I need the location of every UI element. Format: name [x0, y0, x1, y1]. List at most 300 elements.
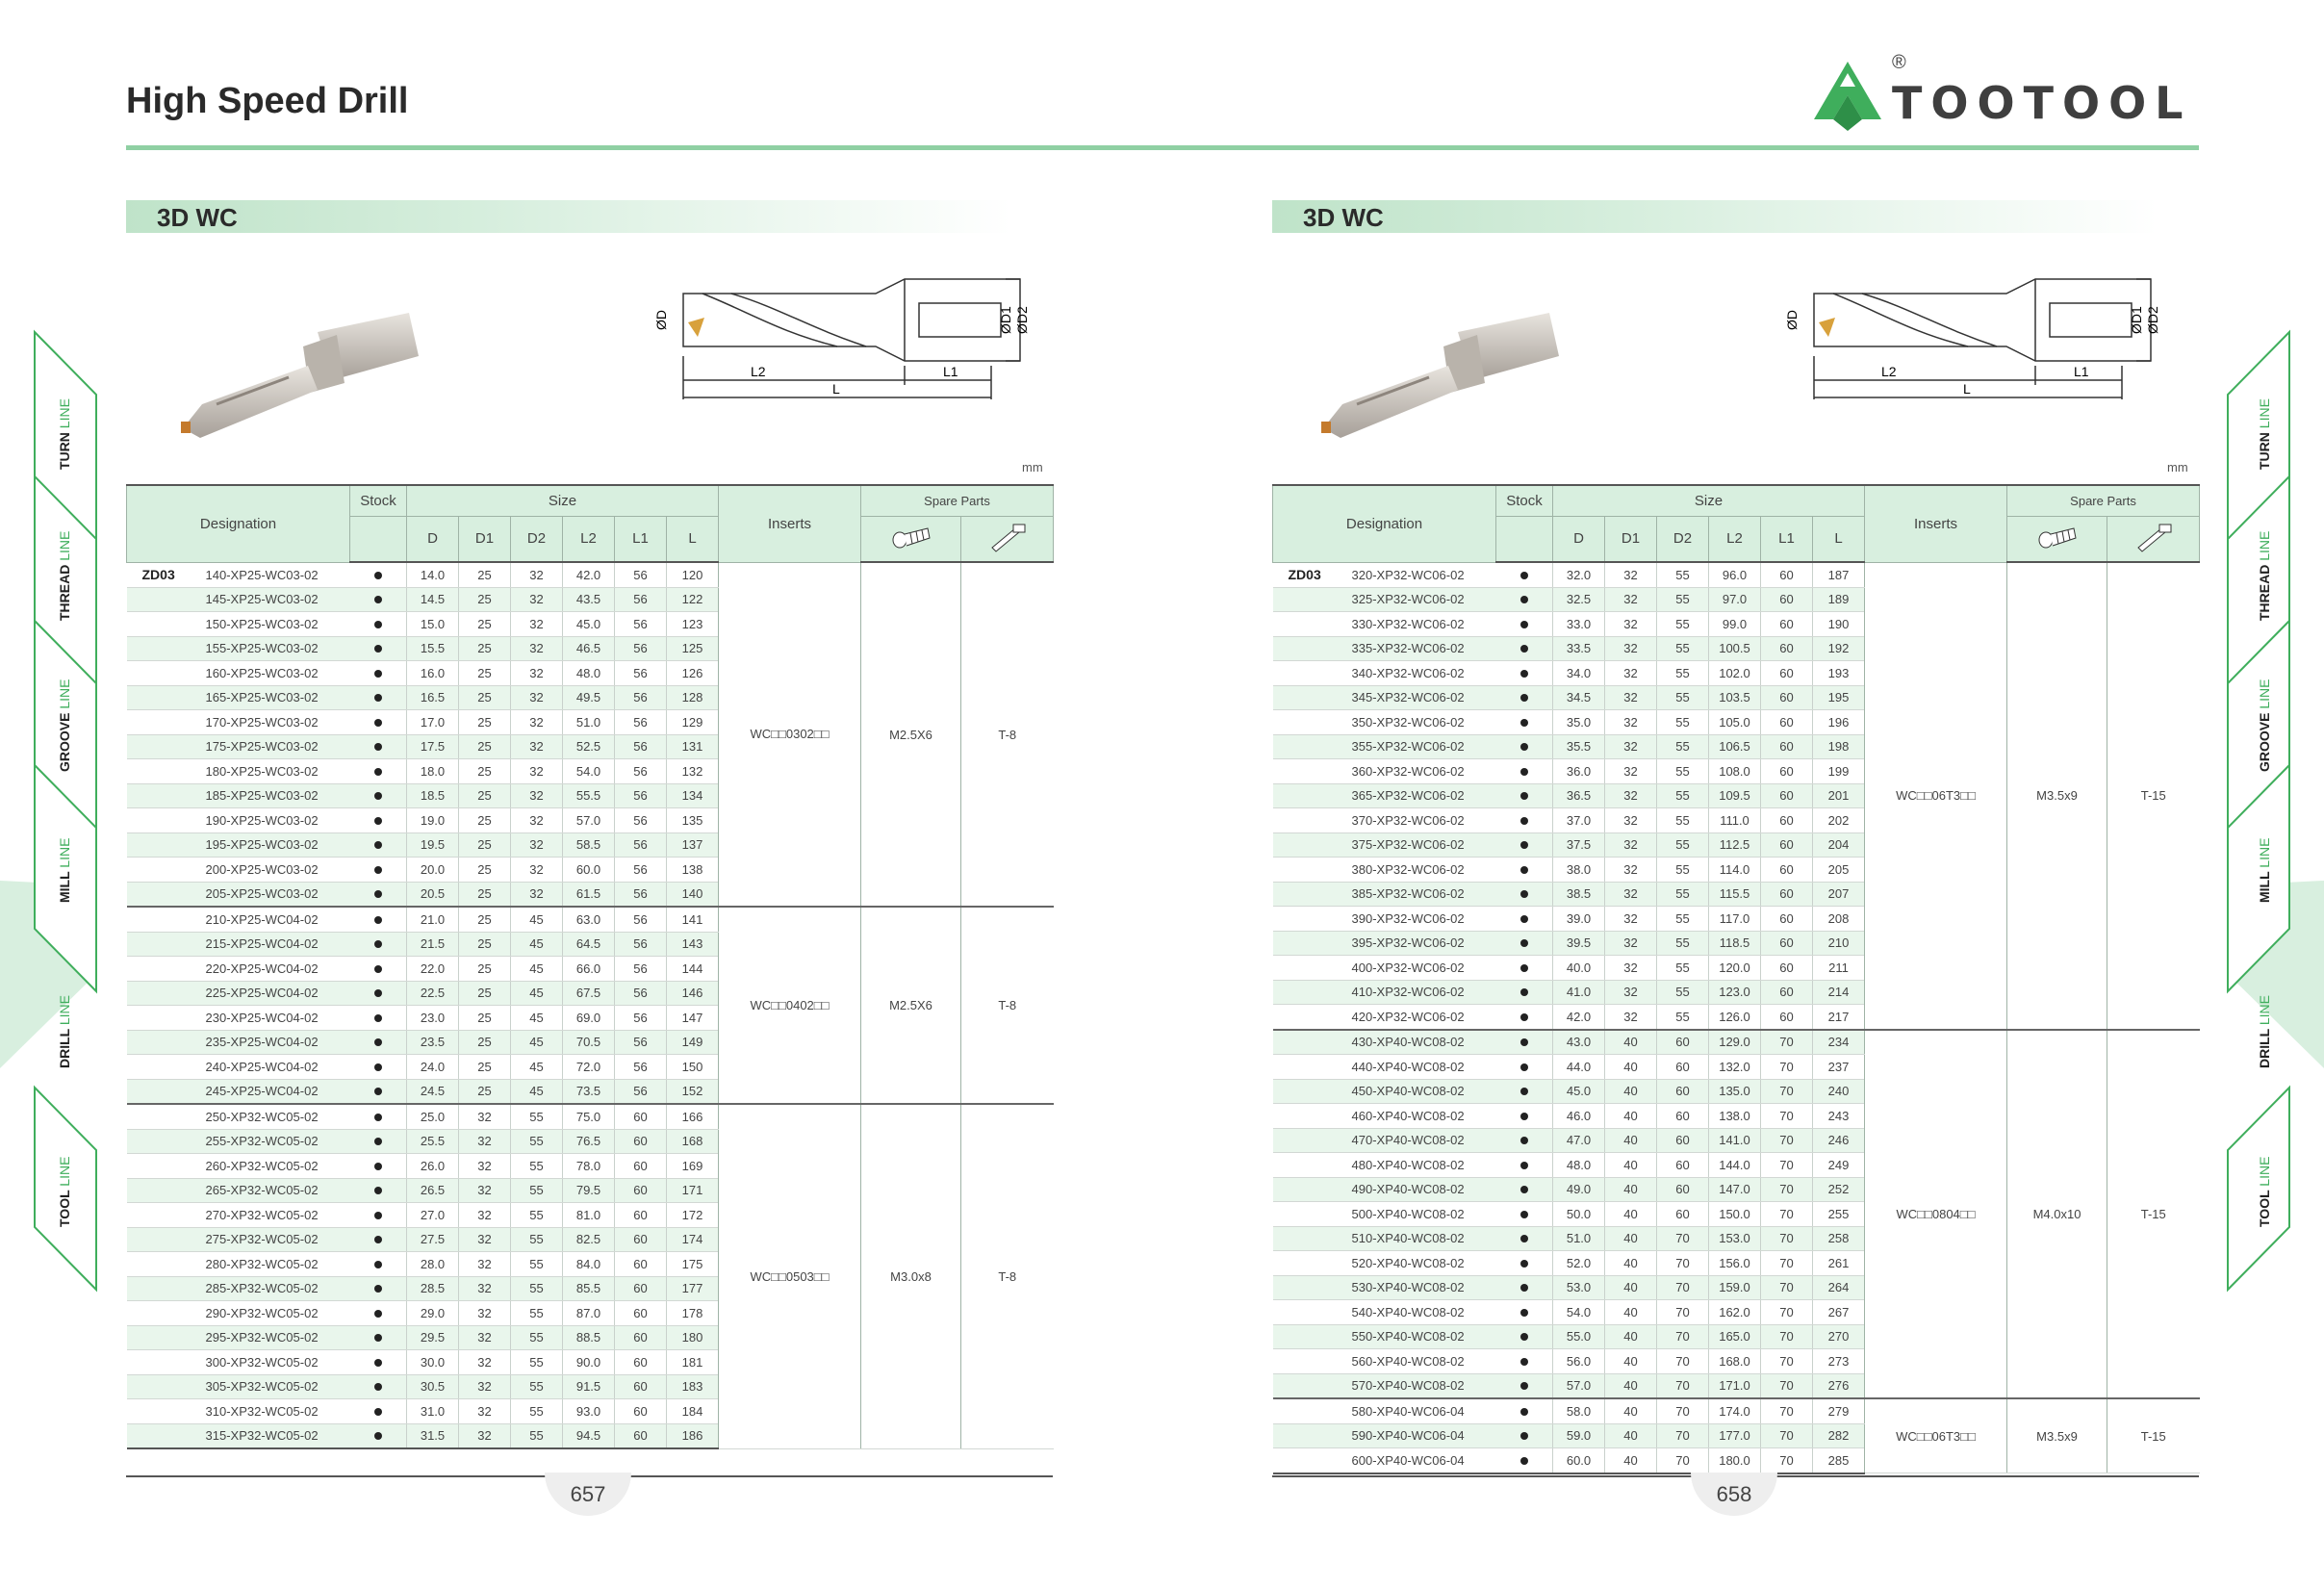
- size-d1-cell: 32: [459, 1203, 511, 1228]
- size-d1-cell: 40: [1605, 1423, 1657, 1448]
- stock-cell: [350, 858, 407, 883]
- size-d1-cell: 32: [1605, 734, 1657, 759]
- size-d1-cell: 32: [1605, 907, 1657, 932]
- table-row: [1273, 1030, 2200, 1055]
- insert-code-cell: WC□□06T3□□: [1865, 562, 2007, 1030]
- size-d-cell: 26.5: [407, 1178, 459, 1203]
- size-d1-cell: 32: [1605, 832, 1657, 858]
- size-d1-cell: 25: [459, 1055, 511, 1080]
- size-l1-cell: 56: [615, 734, 667, 759]
- in-stock-dot-icon: [1520, 939, 1528, 947]
- torx-key-icon: [988, 523, 1027, 551]
- in-stock-dot-icon: [1520, 1432, 1528, 1440]
- stock-cell: [350, 1227, 407, 1252]
- size-l1-cell: 60: [1761, 783, 1813, 808]
- in-stock-dot-icon: [374, 596, 382, 603]
- size-l-cell: 267: [1813, 1300, 1865, 1325]
- size-l-cell: 149: [667, 1030, 719, 1055]
- designation-cell: [1273, 661, 1496, 686]
- size-l1-cell: 70: [1761, 1373, 1813, 1398]
- size-l2-cell: 79.5: [563, 1178, 615, 1203]
- size-d-cell: 27.5: [407, 1227, 459, 1252]
- key-spec-cell: T-15: [2107, 1398, 2200, 1473]
- size-d2-cell: 55: [511, 1399, 563, 1424]
- tab-drill-line[interactable]: DRILL LINE: [57, 995, 72, 1068]
- designation-code: 390-XP32-WC06-02: [1351, 910, 1465, 926]
- size-d1-cell: 32: [1605, 612, 1657, 637]
- size-l1-cell: 56: [615, 932, 667, 957]
- size-d2-cell: 55: [1657, 956, 1709, 981]
- tab-mill-line-right[interactable]: MILL LINE: [2257, 837, 2272, 903]
- stock-cell: [1496, 1030, 1553, 1055]
- size-l-cell: 150: [667, 1055, 719, 1080]
- in-stock-dot-icon: [1520, 596, 1528, 603]
- size-d2-cell: 60: [1657, 1128, 1709, 1153]
- designation-cell: [127, 636, 350, 661]
- col-key: [2107, 516, 2200, 562]
- dim-d1-label: ØD1: [998, 306, 1013, 334]
- size-d-cell: 55.0: [1553, 1324, 1605, 1349]
- designation-code: 330-XP32-WC06-02: [1351, 616, 1465, 631]
- size-d1-cell: 25: [459, 932, 511, 957]
- designation-cell: [1273, 1275, 1496, 1300]
- size-l2-cell: 153.0: [1709, 1226, 1761, 1251]
- stock-cell: [350, 1129, 407, 1154]
- size-d1-cell: 32: [1605, 759, 1657, 784]
- size-l-cell: 252: [1813, 1177, 1865, 1202]
- page-title: High Speed Drill: [126, 81, 409, 121]
- designation-cell: [1273, 1104, 1496, 1129]
- in-stock-dot-icon: [1520, 866, 1528, 874]
- designation-code: 520-XP40-WC08-02: [1351, 1255, 1465, 1270]
- designation-cell: [127, 832, 350, 858]
- in-stock-dot-icon: [374, 719, 382, 727]
- col-designation: Designation: [1273, 485, 1496, 562]
- designation-cell: [127, 1178, 350, 1203]
- size-d1-cell: 40: [1605, 1373, 1657, 1398]
- size-d1-cell: 32: [1605, 956, 1657, 981]
- designation-code: 350-XP32-WC06-02: [1351, 714, 1465, 730]
- in-stock-dot-icon: [374, 940, 382, 948]
- size-l1-cell: 60: [1761, 636, 1813, 661]
- size-d-cell: 14.0: [407, 562, 459, 587]
- size-l2-cell: 82.5: [563, 1227, 615, 1252]
- stock-cell: [350, 1030, 407, 1055]
- size-l-cell: 140: [667, 882, 719, 907]
- designation-code: 580-XP40-WC06-04: [1351, 1403, 1465, 1419]
- size-d-cell: 21.5: [407, 932, 459, 957]
- in-stock-dot-icon: [374, 1038, 382, 1046]
- designation-cell: [1273, 907, 1496, 932]
- size-d-cell: 32.0: [1553, 562, 1605, 587]
- size-d1-cell: 40: [1605, 1128, 1657, 1153]
- size-d-cell: 39.5: [1553, 931, 1605, 956]
- size-l-cell: 208: [1813, 907, 1865, 932]
- in-stock-dot-icon: [1520, 1211, 1528, 1218]
- col-key: [961, 516, 1054, 562]
- designation-cell: [1273, 783, 1496, 808]
- size-d-cell: 18.0: [407, 759, 459, 784]
- size-d1-cell: 25: [459, 1006, 511, 1031]
- size-l1-cell: 60: [1761, 587, 1813, 612]
- key-spec-cell: T-8: [961, 907, 1054, 1104]
- stock-cell: [1496, 759, 1553, 784]
- tab-mill-line[interactable]: MILL LINE: [57, 837, 72, 903]
- in-stock-dot-icon: [1520, 1260, 1528, 1268]
- size-l2-cell: 102.0: [1709, 661, 1761, 686]
- stock-cell: [1496, 734, 1553, 759]
- size-d2-cell: 55: [1657, 661, 1709, 686]
- size-l2-cell: 91.5: [563, 1374, 615, 1399]
- size-l2-cell: 105.0: [1709, 710, 1761, 735]
- size-l1-cell: 60: [1761, 685, 1813, 710]
- designation-code: 470-XP40-WC08-02: [1351, 1133, 1465, 1148]
- screw-spec-cell: M3.5x9: [2007, 562, 2107, 1030]
- size-d-cell: 48.0: [1553, 1153, 1605, 1178]
- size-l1-cell: 56: [615, 1055, 667, 1080]
- designation-code: 315-XP32-WC05-02: [205, 1428, 319, 1444]
- tab-drill-line-right[interactable]: DRILL LINE: [2257, 995, 2272, 1068]
- size-l-cell: 207: [1813, 882, 1865, 907]
- stock-cell: [1496, 685, 1553, 710]
- designation-code: 150-XP25-WC03-02: [205, 616, 319, 631]
- insert-code-cell: WC□□0503□□: [719, 1104, 861, 1448]
- size-d1-cell: 32: [1605, 562, 1657, 587]
- size-l1-cell: 56: [615, 1030, 667, 1055]
- in-stock-dot-icon: [374, 866, 382, 874]
- size-d-cell: 34.5: [1553, 685, 1605, 710]
- size-d1-cell: 40: [1605, 1055, 1657, 1080]
- stock-cell: [350, 587, 407, 612]
- size-l2-cell: 93.0: [563, 1399, 615, 1424]
- size-d1-cell: 32: [459, 1399, 511, 1424]
- size-l2-cell: 76.5: [563, 1129, 615, 1154]
- designation-cell: [127, 1104, 350, 1129]
- designation-cell: [1273, 1448, 1496, 1473]
- size-d-cell: 32.5: [1553, 587, 1605, 612]
- stock-cell: [1496, 1153, 1553, 1178]
- key-spec-cell: T-8: [961, 562, 1054, 907]
- col-d2: D2: [1657, 516, 1709, 562]
- size-d2-cell: 55: [1657, 734, 1709, 759]
- size-l-cell: 129: [667, 710, 719, 735]
- stock-cell: [350, 882, 407, 907]
- size-d1-cell: 25: [459, 636, 511, 661]
- size-d1-cell: 40: [1605, 1275, 1657, 1300]
- section-title: 3D WC: [157, 203, 238, 232]
- size-l-cell: 174: [667, 1227, 719, 1252]
- designation-cell: [127, 932, 350, 957]
- size-d2-cell: 55: [1657, 759, 1709, 784]
- in-stock-dot-icon: [1520, 1113, 1528, 1120]
- in-stock-dot-icon: [374, 1212, 382, 1219]
- size-d-cell: 47.0: [1553, 1128, 1605, 1153]
- designation-code: 530-XP40-WC08-02: [1351, 1280, 1465, 1295]
- size-l2-cell: 150.0: [1709, 1202, 1761, 1227]
- designation-cell: [127, 981, 350, 1006]
- designation-cell: [1273, 858, 1496, 883]
- designation-cell: [1273, 808, 1496, 833]
- col-stock: Stock: [350, 485, 407, 516]
- size-l-cell: 168: [667, 1129, 719, 1154]
- size-l2-cell: 64.5: [563, 932, 615, 957]
- size-l-cell: 166: [667, 1104, 719, 1129]
- designation-code: 160-XP25-WC03-02: [205, 665, 319, 680]
- size-d2-cell: 55: [1657, 907, 1709, 932]
- size-d-cell: 30.5: [407, 1374, 459, 1399]
- size-d1-cell: 40: [1605, 1324, 1657, 1349]
- size-l1-cell: 70: [1761, 1153, 1813, 1178]
- size-d-cell: 31.5: [407, 1423, 459, 1448]
- col-l2: L2: [563, 516, 615, 562]
- size-d2-cell: 70: [1657, 1251, 1709, 1276]
- stock-cell: [350, 1301, 407, 1326]
- size-d1-cell: 25: [459, 957, 511, 982]
- size-d2-cell: 70: [1657, 1423, 1709, 1448]
- in-stock-dot-icon: [1520, 988, 1528, 996]
- dim-d2-label: ØD2: [1014, 306, 1030, 334]
- size-d-cell: 29.5: [407, 1325, 459, 1350]
- size-d2-cell: 70: [1657, 1373, 1709, 1398]
- designation-cell: [1273, 612, 1496, 637]
- stock-cell: [1496, 1275, 1553, 1300]
- size-l2-cell: 129.0: [1709, 1030, 1761, 1055]
- size-l1-cell: 56: [615, 832, 667, 858]
- designation-code: 180-XP25-WC03-02: [205, 763, 319, 779]
- designation-code: 410-XP32-WC06-02: [1351, 985, 1465, 1000]
- tab-groove-line[interactable]: GROOVE LINE: [57, 679, 72, 772]
- designation-code: 345-XP32-WC06-02: [1351, 690, 1465, 705]
- insert-code-cell: WC□□0302□□: [719, 562, 861, 907]
- size-l1-cell: 60: [1761, 710, 1813, 735]
- stock-cell: [350, 685, 407, 710]
- in-stock-dot-icon: [1520, 572, 1528, 579]
- designation-cell: [127, 587, 350, 612]
- tab-turn-line-right[interactable]: TURN LINE: [2257, 398, 2272, 470]
- size-d-cell: 39.0: [1553, 907, 1605, 932]
- size-l1-cell: 60: [615, 1325, 667, 1350]
- size-l2-cell: 42.0: [563, 562, 615, 587]
- in-stock-dot-icon: [374, 916, 382, 924]
- designation-cell: [127, 1227, 350, 1252]
- in-stock-dot-icon: [374, 621, 382, 628]
- tab-turn-line[interactable]: TURN LINE: [57, 398, 72, 470]
- in-stock-dot-icon: [1520, 768, 1528, 776]
- size-l1-cell: 70: [1761, 1226, 1813, 1251]
- size-d2-cell: 55: [1657, 1005, 1709, 1030]
- section-title-right: 3D WC: [1303, 203, 1384, 232]
- size-l-cell: 193: [1813, 661, 1865, 686]
- size-l1-cell: 70: [1761, 1448, 1813, 1473]
- right-side-tabs: [2218, 327, 2324, 1299]
- stock-cell: [350, 661, 407, 686]
- designation-code: 540-XP40-WC08-02: [1351, 1304, 1465, 1319]
- tab-thread-line[interactable]: THREAD LINE: [57, 530, 72, 621]
- size-l-cell: 125: [667, 636, 719, 661]
- size-l-cell: 285: [1813, 1448, 1865, 1473]
- key-spec-cell: T-15: [2107, 562, 2200, 1030]
- unit-label-right: mm: [2167, 460, 2188, 474]
- designation-code: 370-XP32-WC06-02: [1351, 812, 1465, 828]
- size-l1-cell: 70: [1761, 1104, 1813, 1129]
- size-l2-cell: 159.0: [1709, 1275, 1761, 1300]
- size-l2-cell: 69.0: [563, 1006, 615, 1031]
- designation-cell: [127, 907, 350, 932]
- designation-code: 550-XP40-WC08-02: [1351, 1329, 1465, 1345]
- designation-code: 320-XP32-WC06-02: [1351, 568, 1465, 582]
- designation-code: 290-XP32-WC05-02: [205, 1305, 319, 1320]
- size-l1-cell: 60: [1761, 562, 1813, 587]
- size-l-cell: 147: [667, 1006, 719, 1031]
- size-d-cell: 34.0: [1553, 661, 1605, 686]
- screw-spec-cell: M2.5X6: [861, 562, 961, 907]
- size-d2-cell: 45: [511, 907, 563, 932]
- size-d1-cell: 32: [459, 1423, 511, 1448]
- designation-cell: [127, 1154, 350, 1179]
- size-d1-cell: 32: [1605, 710, 1657, 735]
- size-d2-cell: 32: [511, 882, 563, 907]
- size-d2-cell: 70: [1657, 1324, 1709, 1349]
- size-l1-cell: 56: [615, 1006, 667, 1031]
- size-l2-cell: 106.5: [1709, 734, 1761, 759]
- size-d2-cell: 55: [1657, 685, 1709, 710]
- header-rule: [126, 145, 2199, 150]
- size-d1-cell: 32: [459, 1301, 511, 1326]
- size-l-cell: 180: [667, 1325, 719, 1350]
- size-l2-cell: 60.0: [563, 858, 615, 883]
- designation-code: 145-XP25-WC03-02: [205, 592, 319, 607]
- size-l-cell: 199: [1813, 759, 1865, 784]
- stock-cell: [350, 981, 407, 1006]
- dim-l2-label-right: L2: [1881, 364, 1897, 379]
- tab-tool-line[interactable]: TOOL LINE: [57, 1156, 72, 1227]
- size-d2-cell: 60: [1657, 1055, 1709, 1080]
- size-d1-cell: 32: [1605, 882, 1657, 907]
- designation-cell: [127, 1055, 350, 1080]
- size-d-cell: 18.5: [407, 783, 459, 808]
- col-stock-sub: [350, 516, 407, 562]
- in-stock-dot-icon: [1520, 694, 1528, 702]
- in-stock-dot-icon: [1520, 645, 1528, 653]
- size-l1-cell: 70: [1761, 1079, 1813, 1104]
- in-stock-dot-icon: [1520, 841, 1528, 849]
- size-d1-cell: 32: [1605, 858, 1657, 883]
- size-l2-cell: 54.0: [563, 759, 615, 784]
- size-l1-cell: 56: [615, 710, 667, 735]
- screw-icon: [2037, 525, 2078, 550]
- size-l-cell: 279: [1813, 1398, 1865, 1423]
- tab-tool-line-right[interactable]: TOOL LINE: [2257, 1156, 2272, 1227]
- size-d-cell: 56.0: [1553, 1349, 1605, 1374]
- designation-code: 205-XP25-WC03-02: [205, 886, 319, 902]
- size-d1-cell: 40: [1605, 1300, 1657, 1325]
- designation-code: 340-XP32-WC06-02: [1351, 665, 1465, 680]
- size-l2-cell: 177.0: [1709, 1423, 1761, 1448]
- in-stock-dot-icon: [374, 965, 382, 973]
- size-l2-cell: 55.5: [563, 783, 615, 808]
- col-l: L: [1813, 516, 1865, 562]
- stock-cell: [1496, 980, 1553, 1005]
- size-d2-cell: 32: [511, 636, 563, 661]
- size-l-cell: 152: [667, 1079, 719, 1104]
- size-l-cell: 137: [667, 832, 719, 858]
- size-d2-cell: 32: [511, 562, 563, 587]
- in-stock-dot-icon: [1520, 1013, 1528, 1021]
- size-l1-cell: 60: [615, 1129, 667, 1154]
- size-d2-cell: 55: [511, 1203, 563, 1228]
- size-l2-cell: 70.5: [563, 1030, 615, 1055]
- size-d-cell: 53.0: [1553, 1275, 1605, 1300]
- designation-cell: [127, 685, 350, 710]
- col-inserts: Inserts: [719, 485, 861, 562]
- col-l2: L2: [1709, 516, 1761, 562]
- size-d2-cell: 32: [511, 808, 563, 833]
- size-l-cell: 198: [1813, 734, 1865, 759]
- size-d1-cell: 32: [459, 1276, 511, 1301]
- designation-code: 140-XP25-WC03-02: [205, 568, 319, 582]
- size-d-cell: 23.0: [407, 1006, 459, 1031]
- designation-code: 275-XP32-WC05-02: [205, 1232, 319, 1247]
- size-d2-cell: 60: [1657, 1104, 1709, 1129]
- size-l-cell: 201: [1813, 783, 1865, 808]
- screw-icon: [891, 525, 932, 550]
- stock-cell: [1496, 783, 1553, 808]
- col-inserts: Inserts: [1865, 485, 2007, 562]
- in-stock-dot-icon: [374, 1310, 382, 1318]
- size-d-cell: 44.0: [1553, 1055, 1605, 1080]
- size-l1-cell: 60: [1761, 808, 1813, 833]
- size-d2-cell: 55: [511, 1325, 563, 1350]
- size-l1-cell: 70: [1761, 1423, 1813, 1448]
- size-d-cell: 27.0: [407, 1203, 459, 1228]
- tab-thread-line-right[interactable]: THREAD LINE: [2257, 530, 2272, 621]
- designation-cell: [127, 710, 350, 735]
- size-l2-cell: 66.0: [563, 957, 615, 982]
- size-l1-cell: 56: [615, 661, 667, 686]
- size-d-cell: 20.5: [407, 882, 459, 907]
- size-l2-cell: 138.0: [1709, 1104, 1761, 1129]
- size-l1-cell: 60: [615, 1154, 667, 1179]
- size-l2-cell: 96.0: [1709, 562, 1761, 587]
- size-l1-cell: 60: [1761, 832, 1813, 858]
- in-stock-dot-icon: [374, 572, 382, 579]
- designation-cell: [1273, 956, 1496, 981]
- tab-groove-line-right[interactable]: GROOVE LINE: [2257, 679, 2272, 772]
- designation-cell: [1273, 1055, 1496, 1080]
- size-d-cell: 51.0: [1553, 1226, 1605, 1251]
- size-d-cell: 60.0: [1553, 1448, 1605, 1473]
- size-l-cell: 255: [1813, 1202, 1865, 1227]
- designation-code: 240-XP25-WC04-02: [205, 1059, 319, 1074]
- size-d1-cell: 25: [459, 661, 511, 686]
- designation-cell: [1273, 832, 1496, 858]
- page-number-right: 658: [1691, 1482, 1777, 1521]
- stock-cell: [350, 1079, 407, 1104]
- size-d1-cell: 25: [459, 710, 511, 735]
- designation-code: 285-XP32-WC05-02: [205, 1281, 319, 1296]
- table-row: [127, 1104, 1054, 1129]
- designation-code: 500-XP40-WC08-02: [1351, 1206, 1465, 1221]
- size-d2-cell: 55: [511, 1104, 563, 1129]
- designation-cell: [1273, 1398, 1496, 1423]
- size-l1-cell: 60: [615, 1374, 667, 1399]
- size-l2-cell: 75.0: [563, 1104, 615, 1129]
- stock-cell: [350, 1104, 407, 1129]
- size-d2-cell: 55: [1657, 931, 1709, 956]
- stock-cell: [350, 832, 407, 858]
- designation-code: 175-XP25-WC03-02: [205, 739, 319, 755]
- size-l2-cell: 49.5: [563, 685, 615, 710]
